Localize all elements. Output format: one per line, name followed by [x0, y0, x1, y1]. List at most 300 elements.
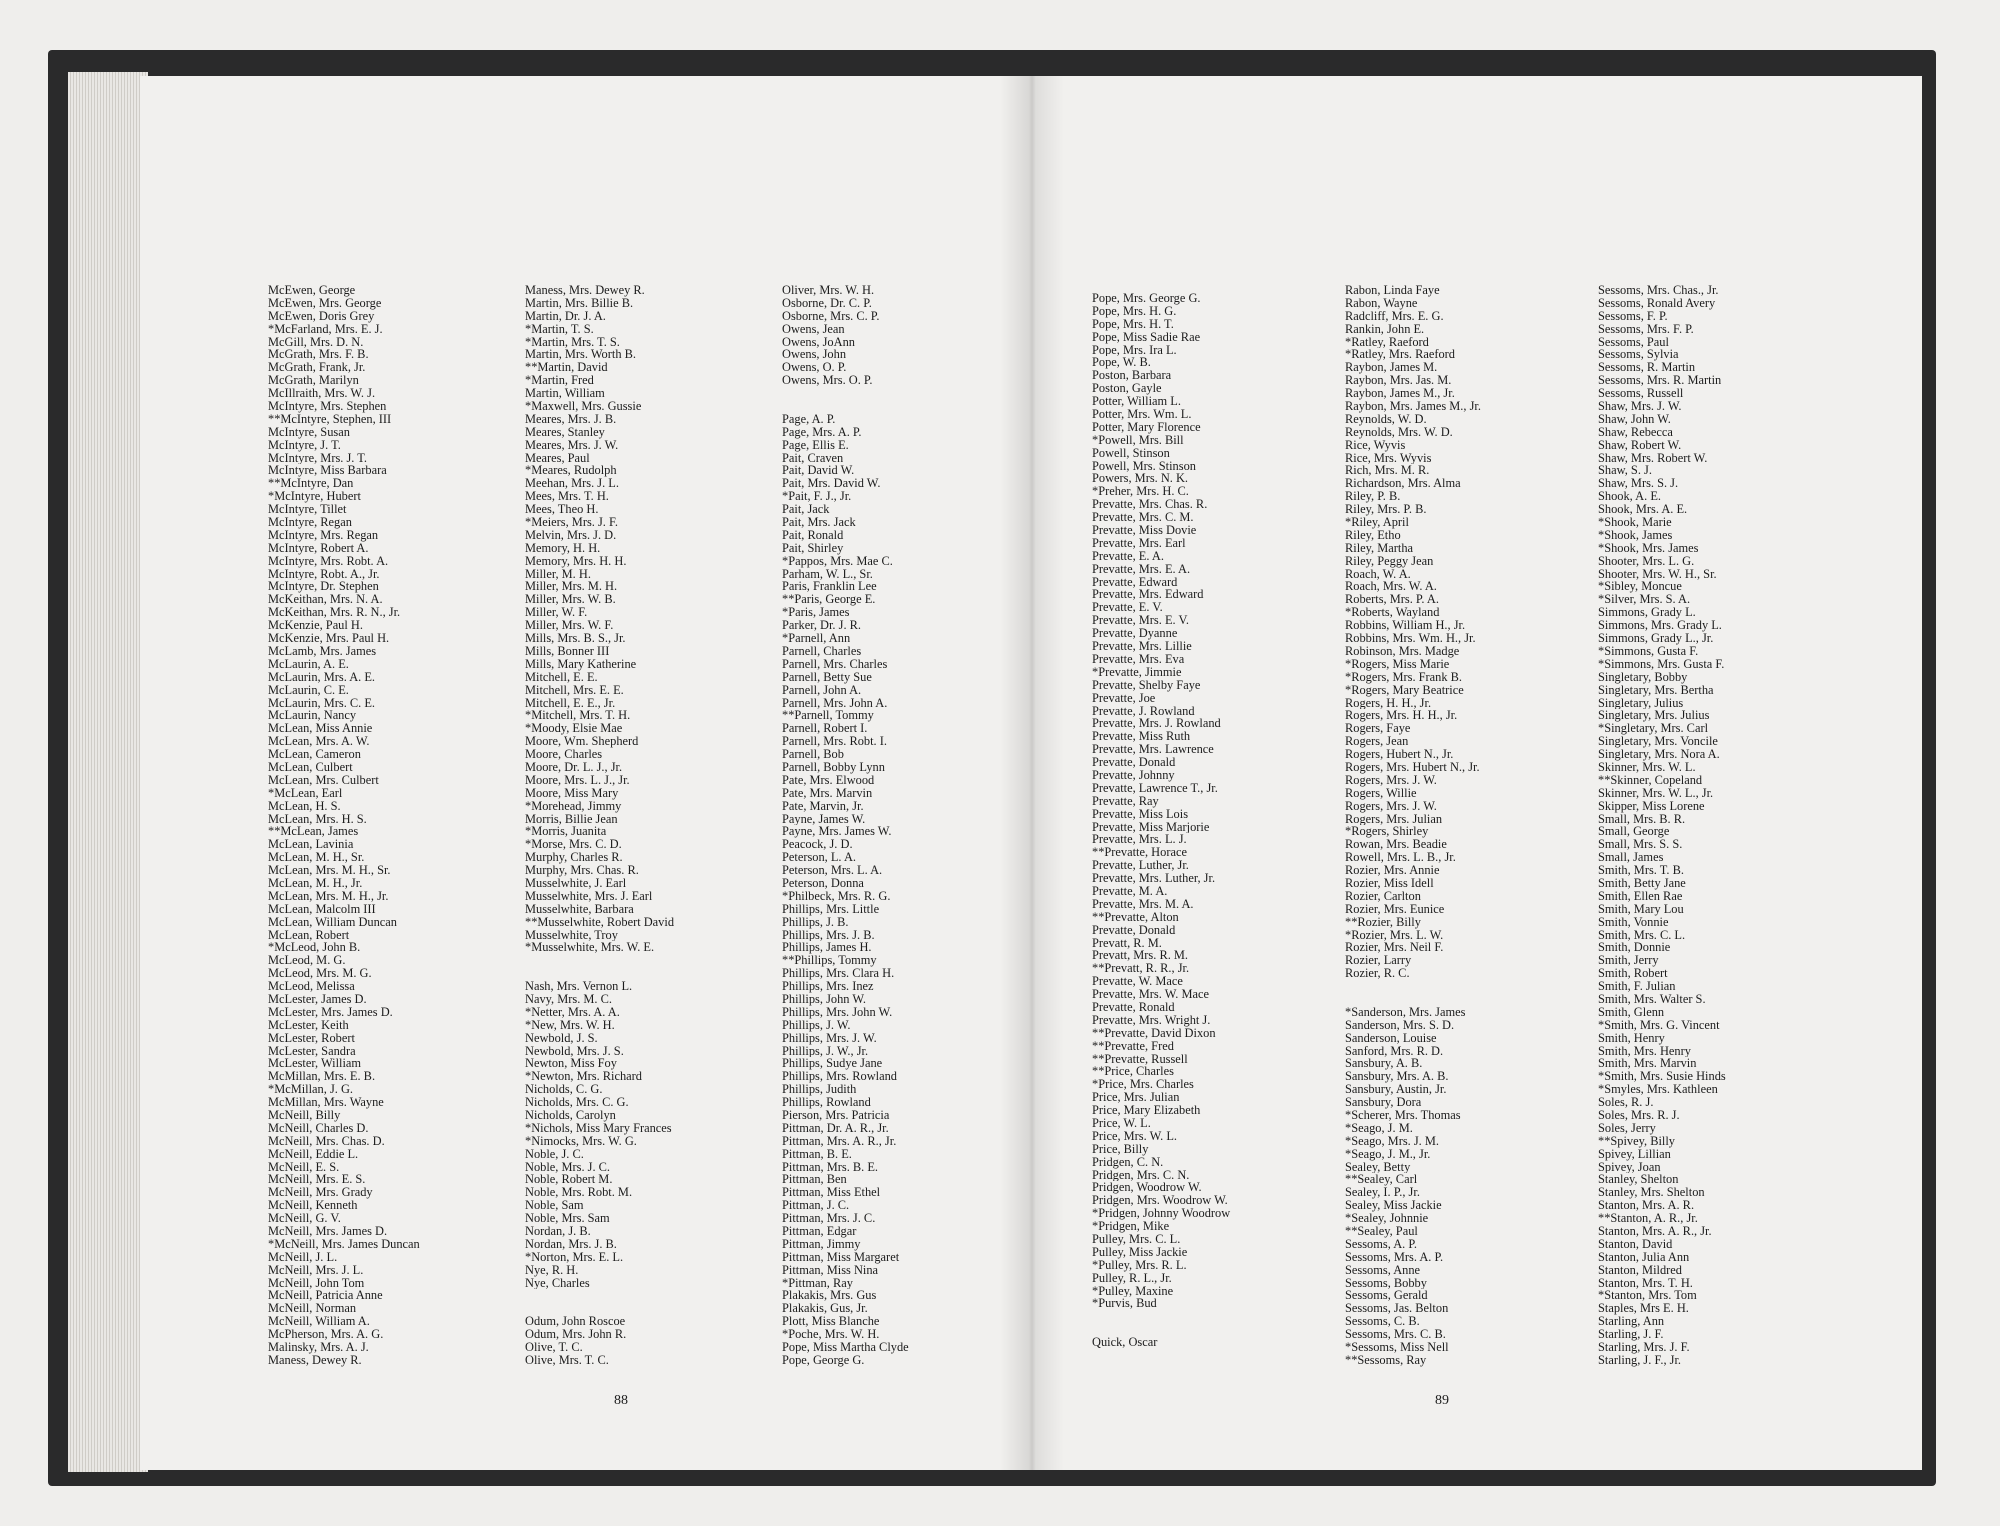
- name-entry: Maness, Mrs. Dewey R.: [525, 284, 645, 297]
- name-entry: Paris, Franklin Lee: [782, 580, 877, 594]
- left-column-2: [525, 284, 775, 1367]
- name-entry: *Rozier, Mrs. L. W.: [1345, 928, 1444, 942]
- name-entry: Shaw, Mrs. J. W.: [1598, 400, 1682, 413]
- name-entry: Miller, Mrs. M. H.: [525, 580, 618, 594]
- name-entry: *Sanderson, Mrs. James: [1345, 1005, 1466, 1019]
- name-entry: Plott, Miss Blanche: [782, 1315, 880, 1329]
- name-entry: McNeill, Mrs. Grady: [268, 1186, 373, 1200]
- name-entry: Sanford, Mrs. R. D.: [1345, 1044, 1444, 1058]
- name-entry: Prevatte, Mrs. L. J.: [1092, 833, 1187, 847]
- name-entry: McNeill, Patricia Anne: [268, 1289, 383, 1303]
- name-entry: Mills, Mrs. B. S., Jr.: [525, 632, 626, 645]
- name-entry: Pope, Miss Sadie Rae: [1092, 330, 1201, 344]
- name-entry: Sansbury, Mrs. A. B.: [1345, 1070, 1449, 1084]
- name-entry: McLean, H. S.: [268, 799, 341, 813]
- name-entry: Owens, Jean: [782, 322, 845, 336]
- name-entry: Prevatte, Mrs. W. Mace: [1092, 988, 1209, 1001]
- name-entry: Stanley, Mrs. Shelton: [1598, 1186, 1705, 1200]
- name-entry: Murphy, Mrs. Chas. R.: [525, 864, 639, 877]
- name-entry: McLester, James D.: [268, 992, 367, 1006]
- name-entry: Melvin, Mrs. J. D.: [525, 528, 617, 542]
- name-entry: Rogers, Mrs. J. W.: [1345, 773, 1437, 787]
- name-entry: Rich, Mrs. M. R.: [1345, 464, 1430, 478]
- name-entry: **Prevatte, Russell: [1092, 1052, 1188, 1066]
- name-entry: Musselwhite, Mrs. J. Earl: [525, 889, 653, 903]
- name-entry: *Martin, Mrs. T. S.: [525, 335, 620, 349]
- name-entry: Rogers, Hubert N., Jr.: [1345, 748, 1454, 761]
- name-entry: Sessoms, Sylvia: [1598, 348, 1679, 362]
- name-entry: Prevatte, Mrs. Lillie: [1092, 640, 1192, 653]
- name-entry: Musselwhite, Barbara: [525, 902, 634, 916]
- name-entry: **Rozier, Billy: [1345, 915, 1421, 929]
- name-entry: Phillips, J. W.: [782, 1018, 851, 1032]
- name-entry: Prevatte, Mrs. Chas. R.: [1092, 498, 1208, 512]
- name-entry: Rozier, Miss Idell: [1345, 876, 1434, 890]
- name-entry: Prevatte, Donald: [1092, 756, 1176, 769]
- name-entry: Simmons, Mrs. Grady L.: [1598, 619, 1722, 633]
- name-entry: *Moody, Elsie Mae: [525, 722, 623, 736]
- name-entry: McKeithan, Mrs. N. A.: [268, 593, 383, 607]
- name-entry: Singletary, Mrs. Julius: [1598, 709, 1710, 723]
- name-entry: McGill, Mrs. D. N.: [268, 335, 364, 349]
- page-number-left: 88: [614, 1393, 628, 1408]
- name-entry: Owens, John: [782, 348, 847, 362]
- name-entry: Rozier, Carlton: [1345, 889, 1421, 903]
- name-entry: Pate, Mrs. Marvin: [782, 786, 873, 800]
- name-entry: Shaw, John W.: [1598, 412, 1671, 426]
- name-entry: Musselwhite, J. Earl: [525, 876, 627, 890]
- name-entry: Rogers, Mrs. Hubert N., Jr.: [1345, 760, 1480, 774]
- name-entry: Pait, David W.: [782, 464, 855, 478]
- name-entry: McLeod, M. G.: [268, 954, 346, 968]
- name-entry: *Morehead, Jimmy: [525, 799, 622, 813]
- name-entry: Page, Ellis E.: [782, 438, 849, 452]
- name-entry: Shook, Mrs. A. E.: [1598, 503, 1688, 517]
- name-entry: McEwen, Doris Grey: [268, 309, 375, 323]
- name-entry: Pittman, Mrs. B. E.: [782, 1160, 879, 1174]
- entry-gap: [782, 387, 1032, 400]
- name-entry: Sessoms, A. P.: [1345, 1237, 1417, 1251]
- left-column-3: [782, 284, 1032, 1367]
- name-entry: McLean, M. H., Sr.: [268, 851, 365, 865]
- name-entry: Phillips, Mrs. Rowland: [782, 1070, 897, 1084]
- name-entry: McLean, Mrs. M. H., Jr.: [268, 889, 389, 903]
- name-entry: Pittman, Miss Ethel: [782, 1186, 881, 1200]
- name-entry: Stanton, Mrs. T. H.: [1598, 1276, 1693, 1290]
- name-entry: Robinson, Mrs. Madge: [1345, 644, 1460, 658]
- name-entry: Prevatte, J. Rowland: [1092, 704, 1195, 718]
- name-entry: Memory, H. H.: [525, 541, 601, 555]
- name-entry: Raybon, Mrs. James M., Jr.: [1345, 400, 1481, 413]
- name-entry: Soles, Jerry: [1598, 1121, 1656, 1135]
- name-entry: Smith, Henry: [1598, 1031, 1665, 1045]
- name-entry: *Newton, Mrs. Richard: [525, 1070, 643, 1084]
- name-entry: *Shook, Marie: [1598, 516, 1672, 529]
- name-entry: Prevatte, Dyanne: [1092, 627, 1178, 641]
- name-entry: Prevatte, Miss Ruth: [1092, 730, 1191, 744]
- name-entry: McLean, Lavinia: [268, 838, 354, 852]
- name-entry: *Pait, F. J., Jr.: [782, 490, 852, 504]
- name-entry: Noble, Robert M.: [525, 1173, 613, 1187]
- name-entry: Murphy, Charles R.: [525, 851, 623, 865]
- name-entry: Sessoms, Mrs. F. P.: [1598, 322, 1694, 336]
- name-entry: Poston, Gayle: [1092, 382, 1162, 396]
- name-entry: Pope, Mrs. George G.: [1092, 292, 1201, 305]
- name-entry: Phillips, Mrs. Inez: [782, 980, 874, 993]
- name-entry: Singletary, Mrs. Voncile: [1598, 735, 1718, 749]
- name-entry: **McIntyre, Stephen, III: [268, 412, 392, 426]
- name-entry: *Seago, Mrs. J. M.: [1345, 1134, 1439, 1148]
- name-entry: McNeill, E. S.: [268, 1160, 340, 1174]
- name-entry: *Smyles, Mrs. Kathleen: [1598, 1083, 1718, 1097]
- entry-gap: [1092, 1310, 1342, 1323]
- name-entry: Sanderson, Louise: [1345, 1031, 1437, 1045]
- name-entry: Starling, Ann: [1598, 1315, 1665, 1329]
- entry-gap: [525, 967, 775, 980]
- name-entry: Parnell, Mrs. Robt. I.: [782, 735, 887, 749]
- name-entry: Peacock, J. D.: [782, 838, 853, 852]
- name-entry: Martin, Dr. J. A.: [525, 309, 606, 323]
- name-entry: Smith, Mrs. Marvin: [1598, 1057, 1697, 1071]
- name-entry: Potter, William L.: [1092, 395, 1181, 409]
- name-entry: McLean, Mrs. Culbert: [268, 773, 379, 787]
- entry-gap: [1092, 1323, 1342, 1336]
- name-entry: Mitchell, E. E.: [525, 670, 598, 684]
- name-entry: *Pridgen, Mike: [1092, 1220, 1170, 1234]
- name-entry: McIntyre, Robert A.: [268, 541, 369, 555]
- name-entry: Memory, Mrs. H. H.: [525, 554, 627, 568]
- name-entry: Miller, W. F.: [525, 606, 588, 620]
- right-page: [1032, 76, 1922, 1470]
- name-entry: *McFarland, Mrs. E. J.: [268, 322, 383, 336]
- name-entry: Smith, Glenn: [1598, 1005, 1665, 1019]
- name-entry: Small, Mrs. S. S.: [1598, 838, 1683, 852]
- name-entry: *Preher, Mrs. H. C.: [1092, 485, 1189, 499]
- page-number-right: 89: [1435, 1393, 1449, 1408]
- name-entry: Pittman, J. C.: [782, 1199, 850, 1213]
- name-entry: Meares, Mrs. J. B.: [525, 412, 617, 426]
- name-entry: Sessoms, Gerald: [1345, 1289, 1428, 1303]
- name-entry: Peterson, Mrs. L. A.: [782, 864, 883, 877]
- name-entry: Odum, Mrs. John R.: [525, 1328, 627, 1342]
- name-entry: Small, Mrs. B. R.: [1598, 812, 1686, 826]
- name-entry: Soles, Mrs. R. J.: [1598, 1109, 1680, 1122]
- name-entry: Potter, Mrs. Wm. L.: [1092, 408, 1192, 421]
- name-entry: Pittman, Edgar: [782, 1225, 857, 1238]
- name-entry: Phillips, Rowland: [782, 1096, 871, 1109]
- name-entry: *McLeod, John B.: [268, 941, 361, 955]
- name-entry: Pittman, Miss Margaret: [782, 1250, 900, 1264]
- name-entry: *Simmons, Mrs. Gusta F.: [1598, 657, 1725, 671]
- name-entry: Pait, Mrs. David W.: [782, 477, 881, 491]
- name-entry: Prevatte, Edward: [1092, 575, 1178, 589]
- name-entry: Phillips, Mrs. Little: [782, 902, 880, 916]
- name-entry: Mills, Bonner III: [525, 644, 610, 658]
- name-entry: Rozier, Mrs. Eunice: [1345, 902, 1445, 916]
- name-entry: Musselwhite, Troy: [525, 928, 618, 942]
- name-entry: Nye, R. H.: [525, 1263, 579, 1277]
- name-entry: Rice, Mrs. Wyvis: [1345, 451, 1432, 465]
- name-entry: **Prevatte, David Dixon: [1092, 1026, 1216, 1040]
- name-entry: Small, James: [1598, 851, 1664, 865]
- name-entry: Noble, Mrs. J. C.: [525, 1160, 611, 1174]
- name-entry: Singletary, Mrs. Bertha: [1598, 683, 1714, 697]
- name-entry: McNeill, Mrs. J. L.: [268, 1263, 364, 1277]
- name-entry: Pate, Marvin, Jr.: [782, 799, 864, 813]
- name-entry: *Shook, Mrs. James: [1598, 541, 1699, 555]
- name-entry: Starling, Mrs. J. F.: [1598, 1341, 1690, 1354]
- name-entry: Pulley, Mrs. C. L.: [1092, 1233, 1181, 1246]
- name-entry: *Rogers, Mrs. Frank B.: [1345, 670, 1463, 684]
- name-entry: *McNeill, Mrs. James Duncan: [268, 1237, 420, 1251]
- name-entry: McEwen, Mrs. George: [268, 296, 382, 310]
- name-entry: Riley, Martha: [1345, 541, 1414, 555]
- name-entry: Rozier, R. C.: [1345, 967, 1410, 981]
- name-entry: McNeill, G. V.: [268, 1212, 341, 1226]
- name-entry: Shook, A. E.: [1598, 490, 1661, 504]
- name-entry: Reynolds, W. D.: [1345, 412, 1427, 426]
- name-entry: Poston, Barbara: [1092, 369, 1172, 383]
- name-entry: Newbold, Mrs. J. S.: [525, 1044, 624, 1058]
- name-entry: Maness, Dewey R.: [268, 1353, 362, 1367]
- name-entry: **Skinner, Copeland: [1598, 773, 1703, 787]
- right-column-3: [1598, 284, 1848, 1367]
- name-entry: Martin, Mrs. Worth B.: [525, 348, 636, 362]
- name-entry: *Purvis, Bud: [1092, 1297, 1157, 1311]
- name-entry: McLeod, Mrs. M. G.: [268, 967, 372, 981]
- name-entry: Sealey, Miss Jackie: [1345, 1199, 1442, 1213]
- name-entry: Skinner, Mrs. W. L.: [1598, 760, 1696, 774]
- name-entry: Prevatte, Mrs. E. A.: [1092, 562, 1191, 576]
- name-entry: Pittman, Ben: [782, 1173, 847, 1187]
- name-entry: Smith, Robert: [1598, 967, 1668, 981]
- name-entry: Sessoms, C. B.: [1345, 1315, 1420, 1329]
- name-entry: Payne, Mrs. James W.: [782, 825, 892, 839]
- name-entry: Smith, Donnie: [1598, 941, 1671, 955]
- left-page: [140, 76, 1032, 1470]
- name-entry: Powell, Mrs. Stinson: [1092, 459, 1196, 473]
- name-entry: Parnell, Bob: [782, 748, 844, 761]
- name-entry: Owens, Mrs. O. P.: [782, 374, 873, 388]
- name-entry: Shaw, S. J.: [1598, 464, 1652, 478]
- name-entry: McMillan, Mrs. E. B.: [268, 1070, 376, 1084]
- name-entry: Smith, Vonnie: [1598, 915, 1669, 929]
- name-entry: Rozier, Larry: [1345, 954, 1412, 968]
- name-entry: Sessoms, Paul: [1598, 335, 1669, 349]
- name-entry: Riley, Mrs. P. B.: [1345, 503, 1427, 517]
- name-entry: Quick, Oscar: [1092, 1336, 1158, 1350]
- name-entry: Parnell, Bobby Lynn: [782, 760, 885, 774]
- name-entry: Moore, Wm. Shepherd: [525, 735, 639, 749]
- name-entry: Skinner, Mrs. W. L., Jr.: [1598, 786, 1714, 800]
- name-entry: McLaurin, C. E.: [268, 683, 349, 697]
- name-entry: Rankin, John E.: [1345, 322, 1425, 336]
- name-entry: *Netter, Mrs. A. A.: [525, 1005, 620, 1019]
- name-entry: Stanton, Mrs. A. R., Jr.: [1598, 1225, 1712, 1238]
- name-entry: Rice, Wyvis: [1345, 438, 1406, 452]
- name-entry: Stanton, David: [1598, 1237, 1673, 1251]
- name-entry: McLean, Mrs. A. W.: [268, 735, 370, 749]
- name-entry: Sessoms, Ronald Avery: [1598, 296, 1716, 310]
- name-entry: **Prevatte, Fred: [1092, 1039, 1174, 1053]
- entry-gap: [782, 400, 1032, 413]
- name-entry: Pope, Mrs. H. G.: [1092, 304, 1177, 318]
- name-entry: Prevatte, Donald: [1092, 923, 1176, 937]
- name-entry: Shaw, Mrs. Robert W.: [1598, 451, 1708, 465]
- name-entry: Rabon, Wayne: [1345, 296, 1418, 310]
- name-entry: Prevatte, Miss Lois: [1092, 807, 1189, 821]
- name-entry: Rowell, Mrs. L. B., Jr.: [1345, 851, 1456, 865]
- name-entry: Osborne, Dr. C. P.: [782, 296, 872, 310]
- name-entry: *Meiers, Mrs. J. F.: [525, 516, 618, 529]
- name-entry: Phillips, Mrs. Clara H.: [782, 967, 895, 981]
- name-entry: Pait, Shirley: [782, 541, 844, 555]
- name-entry: Sessoms, Mrs. A. P.: [1345, 1250, 1444, 1264]
- name-entry: Martin, William: [525, 387, 605, 401]
- name-entry: Meares, Mrs. J. W.: [525, 438, 619, 452]
- name-entry: *Maxwell, Mrs. Gussie: [525, 400, 642, 413]
- name-entry: *Poche, Mrs. W. H.: [782, 1328, 880, 1342]
- name-entry: *Silver, Mrs. S. A.: [1598, 593, 1691, 607]
- name-entry: McLean, Culbert: [268, 760, 353, 774]
- name-entry: Smith, Jerry: [1598, 954, 1659, 968]
- name-entry: McLeod, Melissa: [268, 980, 355, 993]
- name-entry: Prevatte, Mrs. M. A.: [1092, 897, 1194, 911]
- name-entry: McIllraith, Mrs. W. J.: [268, 387, 376, 401]
- name-entry: Sessoms, Russell: [1598, 387, 1684, 401]
- name-entry: Prevatte, Mrs. C. M.: [1092, 511, 1194, 525]
- name-entry: *Rogers, Mary Beatrice: [1345, 683, 1464, 697]
- name-entry: McIntyre, Regan: [268, 516, 352, 529]
- name-entry: Oliver, Mrs. W. H.: [782, 284, 875, 297]
- name-entry: Pait, Craven: [782, 451, 844, 465]
- name-entry: McNeill, John Tom: [268, 1276, 365, 1290]
- name-entry: McMillan, Mrs. Wayne: [268, 1096, 384, 1109]
- name-entry: *Pappos, Mrs. Mae C.: [782, 554, 893, 568]
- name-entry: Pittman, Mrs. A. R., Jr.: [782, 1134, 897, 1148]
- name-entry: Prevatte, Mrs. Lawrence: [1092, 743, 1214, 757]
- name-entry: Navy, Mrs. M. C.: [525, 992, 612, 1006]
- name-entry: Price, W. L.: [1092, 1117, 1151, 1130]
- right-column-2: [1345, 284, 1595, 1367]
- name-entry: Pittman, B. E.: [782, 1147, 852, 1161]
- name-entry: Page, A. P.: [782, 412, 836, 426]
- name-entry: Sealey, I. P., Jr.: [1345, 1186, 1420, 1200]
- name-entry: Raybon, Mrs. Jas. M.: [1345, 374, 1452, 388]
- name-entry: Rogers, Willie: [1345, 786, 1417, 800]
- name-entry: Rogers, Jean: [1345, 735, 1409, 749]
- name-entry: Phillips, J. B.: [782, 915, 849, 929]
- name-entry: Parnell, Betty Sue: [782, 670, 872, 684]
- name-entry: Shooter, Mrs. W. H., Sr.: [1598, 567, 1717, 581]
- name-entry: *Stanton, Mrs. Tom: [1598, 1289, 1697, 1303]
- name-entry: Stanton, Mildred: [1598, 1263, 1682, 1277]
- name-entry: **Paris, George E.: [782, 593, 876, 607]
- entry-gap: [1345, 993, 1595, 1006]
- name-entry: Powell, Stinson: [1092, 446, 1170, 460]
- name-entry: Newbold, J. S.: [525, 1031, 598, 1045]
- name-entry: McIntyre, J. T.: [268, 438, 341, 452]
- name-entry: Price, Mrs. Julian: [1092, 1091, 1180, 1105]
- name-entry: Parnell, Robert I.: [782, 722, 868, 736]
- name-entry: Radcliff, Mrs. E. G.: [1345, 309, 1444, 323]
- name-entry: Pittman, Dr. A. R., Jr.: [782, 1121, 889, 1135]
- name-entry: Starling, J. F.: [1598, 1328, 1664, 1342]
- name-entry: *Norton, Mrs. E. L.: [525, 1250, 624, 1264]
- name-entry: McIntyre, Susan: [268, 425, 350, 439]
- name-entry: *Pridgen, Johnny Woodrow: [1092, 1207, 1231, 1221]
- name-entry: **Parnell, Tommy: [782, 709, 874, 723]
- name-entry: Phillips, Sudye Jane: [782, 1057, 883, 1071]
- name-entry: Pittman, Jimmy: [782, 1237, 861, 1251]
- name-entry: McGrath, Frank, Jr.: [268, 361, 366, 375]
- name-entry: Raybon, James M., Jr.: [1345, 387, 1455, 401]
- name-entry: McLaurin, A. E.: [268, 657, 349, 671]
- name-entry: *Parnell, Ann: [782, 632, 851, 645]
- name-entry: Prevatte, Miss Dovie: [1092, 524, 1197, 537]
- name-entry: McLean, Miss Annie: [268, 722, 373, 736]
- name-entry: McNeill, Mrs. James D.: [268, 1225, 388, 1238]
- name-entry: Soles, R. J.: [1598, 1096, 1654, 1109]
- name-entry: McLean, Cameron: [268, 748, 361, 761]
- name-entry: McNeill, Norman: [268, 1302, 357, 1316]
- name-entry: Shaw, Mrs. S. J.: [1598, 477, 1679, 491]
- name-entry: McNeill, Eddie L.: [268, 1147, 359, 1161]
- name-entry: Richardson, Mrs. Alma: [1345, 477, 1461, 491]
- name-entry: Mitchell, E. E., Jr.: [525, 696, 616, 710]
- name-entry: Mills, Mary Katherine: [525, 657, 637, 671]
- left-column-1: [268, 284, 518, 1367]
- name-entry: Smith, F. Julian: [1598, 980, 1676, 993]
- name-entry: Prevatte, Luther, Jr.: [1092, 859, 1189, 873]
- name-entry: Sessoms, R. Martin: [1598, 361, 1696, 375]
- name-entry: Moore, Mrs. L. J., Jr.: [525, 773, 630, 787]
- name-entry: Price, Billy: [1092, 1142, 1149, 1156]
- name-entry: Stanton, Julia Ann: [1598, 1250, 1690, 1264]
- name-entry: **Prevatte, Horace: [1092, 846, 1187, 860]
- name-entry: *McIntyre, Hubert: [268, 490, 361, 504]
- name-entry: **Spivey, Billy: [1598, 1134, 1675, 1148]
- name-entry: Prevatte, Lawrence T., Jr.: [1092, 781, 1218, 795]
- name-entry: Prevatte, Ronald: [1092, 1000, 1175, 1014]
- name-entry: Rogers, H. H., Jr.: [1345, 696, 1432, 710]
- name-entry: McLaurin, Nancy: [268, 709, 357, 723]
- name-entry: **Stanton, A. R., Jr.: [1598, 1212, 1698, 1226]
- name-entry: McLean, William Duncan: [268, 915, 397, 929]
- name-entry: Potter, Mary Florence: [1092, 420, 1201, 434]
- name-entry: Plakakis, Mrs. Gus: [782, 1289, 877, 1303]
- name-entry: McNeill, J. L.: [268, 1250, 338, 1264]
- name-entry: Staples, Mrs E. H.: [1598, 1302, 1689, 1316]
- name-entry: Odum, John Roscoe: [525, 1315, 626, 1329]
- name-entry: Small, George: [1598, 825, 1670, 839]
- name-entry: McIntyre, Mrs. Stephen: [268, 400, 387, 413]
- name-entry: *Sibley, Moncue: [1598, 580, 1682, 594]
- name-entry: Nicholds, Carolyn: [525, 1109, 616, 1122]
- name-entry: *Morse, Mrs. C. D.: [525, 838, 622, 852]
- name-entry: Nye, Charles: [525, 1276, 590, 1290]
- name-entry: Prevatte, Shelby Faye: [1092, 678, 1201, 692]
- name-entry: Sessoms, Mrs. C. B.: [1345, 1328, 1446, 1342]
- name-entry: Rozier, Mrs. Neil F.: [1345, 941, 1444, 955]
- name-entry: Meehan, Mrs. J. L.: [525, 477, 619, 491]
- name-entry: *Ratley, Mrs. Raeford: [1345, 348, 1455, 362]
- name-entry: Meares, Stanley: [525, 425, 605, 439]
- name-entry: Peterson, Donna: [782, 876, 864, 890]
- name-entry: Parnell, John A.: [782, 683, 862, 697]
- name-entry: Smith, Mrs. C. L.: [1598, 928, 1686, 942]
- name-entry: Stanley, Shelton: [1598, 1173, 1679, 1187]
